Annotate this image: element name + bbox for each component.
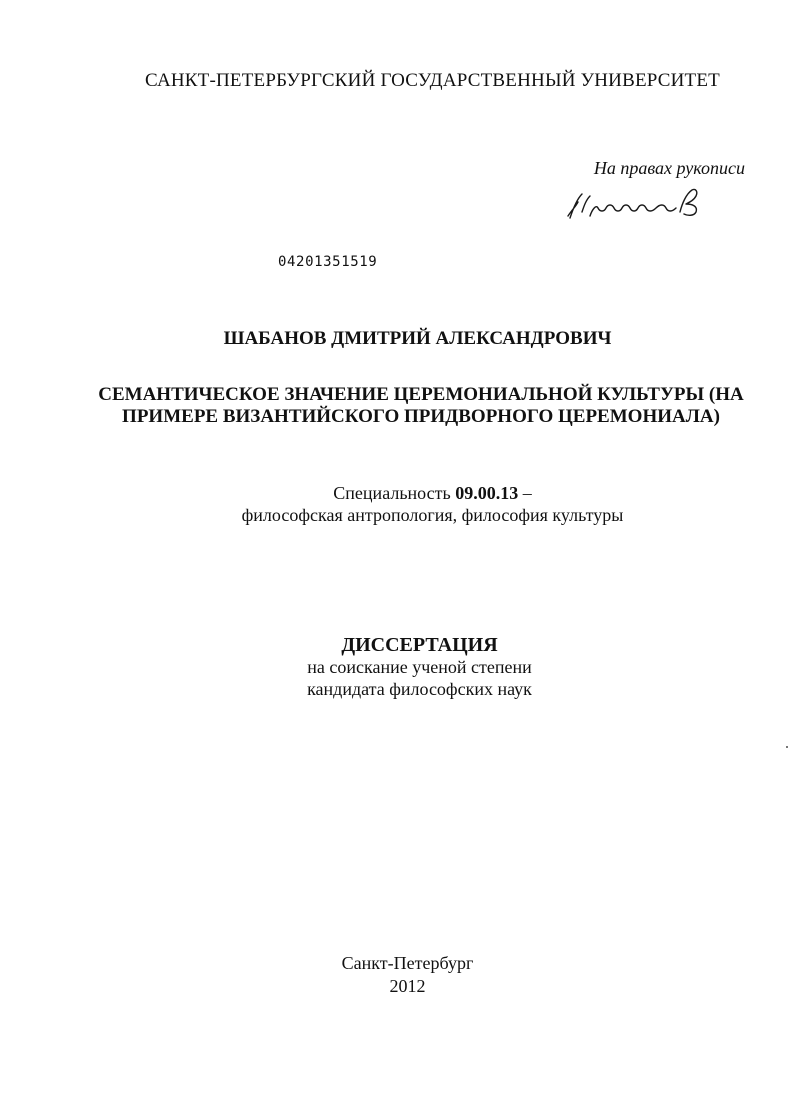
- year: 2012: [389, 976, 426, 996]
- university-name: САНКТ-ПЕТЕРБУРГСКИЙ ГОСУДАРСТВЕННЫЙ УНИВЕРСИТЕТ: [145, 70, 720, 91]
- specialty-description: философская антропология, философия культуры: [241, 505, 624, 525]
- document-type-block: [32, 634, 799, 700]
- city: Санкт-Петербург: [341, 953, 474, 973]
- author-name: ШАБАНОВ ДМИТРИЙ АЛЕКСАНДРОВИЧ: [223, 328, 612, 349]
- dissertation-title: [60, 384, 782, 428]
- manuscript-rights-note: На правах рукописи: [593, 158, 745, 178]
- title-line: СЕМАНТИЧЕСКОЕ ЗНАЧЕНИЕ ЦЕРЕМОНИАЛЬНОЙ КУЛЬТУРЫ (НА: [98, 384, 744, 405]
- title-line: ПРИМЕРЕ ВИЗАНТИЙСКОГО ПРИДВОРНОГО ЦЕРЕМОНИАЛА): [122, 406, 720, 427]
- place-and-year: [20, 952, 795, 998]
- author-signature: [560, 182, 710, 230]
- catalog-number: 04201351519: [278, 254, 378, 270]
- specialty-label: Специальность: [333, 483, 451, 503]
- specialty-block: [45, 482, 799, 526]
- specialty-code: 09.00.13: [455, 483, 519, 503]
- scan-artifact: [786, 746, 788, 748]
- document-type-heading: ДИССЕРТАЦИЯ: [341, 634, 498, 656]
- specialty-dash: –: [518, 483, 532, 503]
- specialty-line: [45, 482, 799, 504]
- degree-line: кандидата философских наук: [307, 679, 532, 699]
- degree-line: на соискание ученой степени: [307, 657, 532, 677]
